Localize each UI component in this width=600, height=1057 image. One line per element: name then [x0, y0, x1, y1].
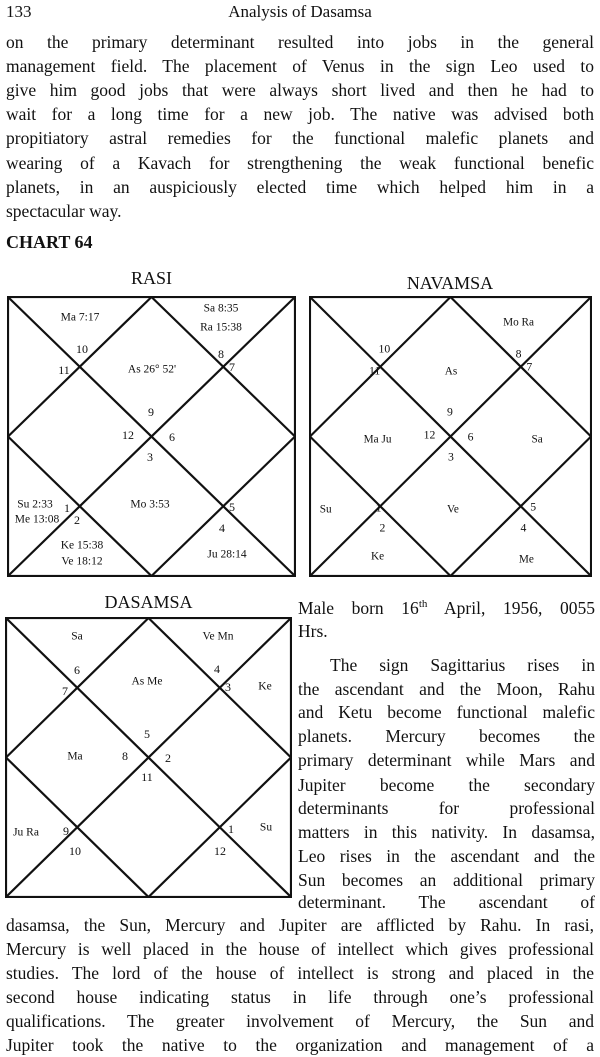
planet-label: Su	[259, 821, 273, 834]
house-number: 4	[219, 520, 225, 535]
text-line: Mercury is well placed in the house of intellect which gives professional	[6, 939, 594, 959]
house-number: 3	[225, 679, 231, 694]
text-line: determinant. The ascendant of	[298, 892, 595, 912]
house-number: 6	[169, 429, 175, 444]
text-line: primary determinant while Mars and	[298, 750, 595, 770]
house-number: 9	[148, 404, 154, 419]
house-number: 2	[379, 520, 386, 535]
planet-label: Ke	[258, 680, 272, 693]
planet-label: Ra 15:38	[200, 321, 242, 334]
house-number: 5	[530, 499, 537, 514]
planet-label: Sa	[71, 630, 83, 643]
text-line: planets. Mercury becomes the	[298, 726, 595, 746]
house-number: 6	[467, 429, 474, 444]
text-line: Leo rises in the ascendant and the	[298, 846, 595, 866]
house-number: 8	[122, 748, 128, 763]
planet-label: Ke 15:38	[60, 539, 104, 552]
planet-label: Sa 8:35	[203, 302, 239, 315]
house-number: 8	[515, 346, 522, 361]
planet-label: As Me	[131, 675, 163, 688]
navamsa-chart	[309, 296, 592, 577]
house-number: 4	[520, 520, 527, 535]
house-number: 7	[526, 359, 533, 374]
page-number: 133	[6, 2, 32, 21]
house-number: 12	[423, 427, 436, 442]
house-number: 1	[228, 821, 234, 836]
house-number: 6	[74, 662, 80, 677]
planet-label: Su	[319, 503, 332, 516]
house-number: 9	[63, 823, 69, 838]
house-number: 12	[122, 427, 134, 442]
planet-label: As 26° 52'	[127, 363, 177, 376]
birth-text: Male born 16	[298, 598, 419, 618]
text-line: and Ketu become functional malefic	[298, 702, 595, 722]
text-line: propitiatory astral remedies for the functional malefic planets and	[6, 128, 594, 148]
house-number: 5	[144, 726, 150, 741]
birth-text: April, 1956, 0055	[427, 598, 595, 618]
planet-label: Me	[518, 553, 534, 566]
text-line: determinants for professional	[298, 798, 595, 818]
house-number: 11	[58, 362, 70, 377]
running-title: Analysis of Dasamsa	[228, 2, 372, 21]
text-line: the ascendant and the Moon, Rahu	[298, 679, 595, 699]
text-line: on the primary determinant resulted into jobs in the general	[6, 32, 594, 52]
planet-label: Ve Mn	[202, 630, 234, 643]
text-line: planets, in an auspiciously elected time which helped him in a	[6, 177, 594, 197]
house-number: 4	[214, 661, 220, 676]
text-line: matters in this nativity. In dasamsa,	[298, 822, 595, 842]
house-number: 10	[76, 341, 88, 356]
house-number: 7	[229, 359, 235, 374]
house-number: 3	[147, 449, 153, 464]
house-number: 7	[62, 683, 68, 698]
chart-heading: CHART 64	[6, 232, 93, 252]
planet-label: Sa	[531, 433, 543, 446]
house-number: 3	[448, 449, 454, 464]
text-line: The sign Sagittarius rises in	[330, 655, 595, 675]
navamsa-title: NAVAMSA	[406, 273, 494, 293]
house-number: 12	[214, 843, 226, 858]
house-number: 1	[375, 500, 382, 515]
house-number: 9	[447, 404, 453, 419]
house-number: 10	[378, 341, 391, 356]
text-line: spectacular way.	[6, 201, 122, 221]
birth-ordinal: th	[418, 598, 428, 611]
dasamsa-title: DASAMSA	[104, 592, 193, 612]
house-number: 2	[165, 750, 171, 765]
house-number: 8	[218, 346, 224, 361]
house-number: 1	[64, 500, 70, 515]
house-number: 10	[69, 843, 81, 858]
dasamsa-chart	[5, 617, 292, 898]
text-line: qualifications. The greater involvement of Mercury, the Sun and	[6, 1011, 594, 1031]
house-number: 11	[368, 363, 381, 378]
text-line: Jupiter become the secondary	[298, 775, 595, 795]
house-number: 5	[229, 499, 235, 514]
house-number: 11	[141, 769, 153, 784]
rasi-title: RASI	[130, 268, 172, 288]
planet-label: Su 2:33	[17, 498, 53, 511]
text-line: give him good jobs that were always short lived and then he had to	[6, 80, 594, 100]
text-line: dasamsa, the Sun, Mercury and Jupiter are afflicted by Rahu. In rasi,	[6, 915, 594, 935]
birth-details	[298, 596, 595, 620]
text-line: management field. The placement of Venus in the sign Leo used to	[6, 56, 594, 76]
text-line: wearing of a Kavach for strengthening the weak functional benefic	[6, 153, 594, 173]
planet-label: Ju 28:14	[207, 548, 247, 561]
birth-time: Hrs.	[298, 621, 328, 641]
planet-label: Me 13:08	[14, 513, 60, 526]
text-line: Sun becomes an additional primary	[298, 870, 595, 890]
planet-label: Ke	[370, 550, 385, 563]
planet-label: Ve 18:12	[61, 555, 103, 568]
text-line: wait for a long time for a new job. The native was advised both	[6, 104, 594, 124]
planet-label: Ve	[447, 503, 459, 516]
planet-label: Mo Ra	[503, 316, 535, 329]
planet-label: Ju Ra	[13, 826, 39, 839]
planet-label: Ma Ju	[363, 433, 392, 446]
planet-label: Ma	[67, 750, 83, 763]
rasi-chart	[7, 296, 296, 577]
planet-label: Ma 7:17	[60, 311, 100, 324]
planet-label: Mo 3:53	[130, 498, 170, 511]
text-line: second house indicating status in life through one’s professional	[6, 987, 594, 1007]
text-line: studies. The lord of the house of intellect is strong and placed in the	[6, 963, 594, 983]
planet-label: As	[444, 365, 458, 378]
text-line: Jupiter took the native to the organization and management of a	[6, 1035, 594, 1055]
house-number: 2	[74, 512, 80, 527]
